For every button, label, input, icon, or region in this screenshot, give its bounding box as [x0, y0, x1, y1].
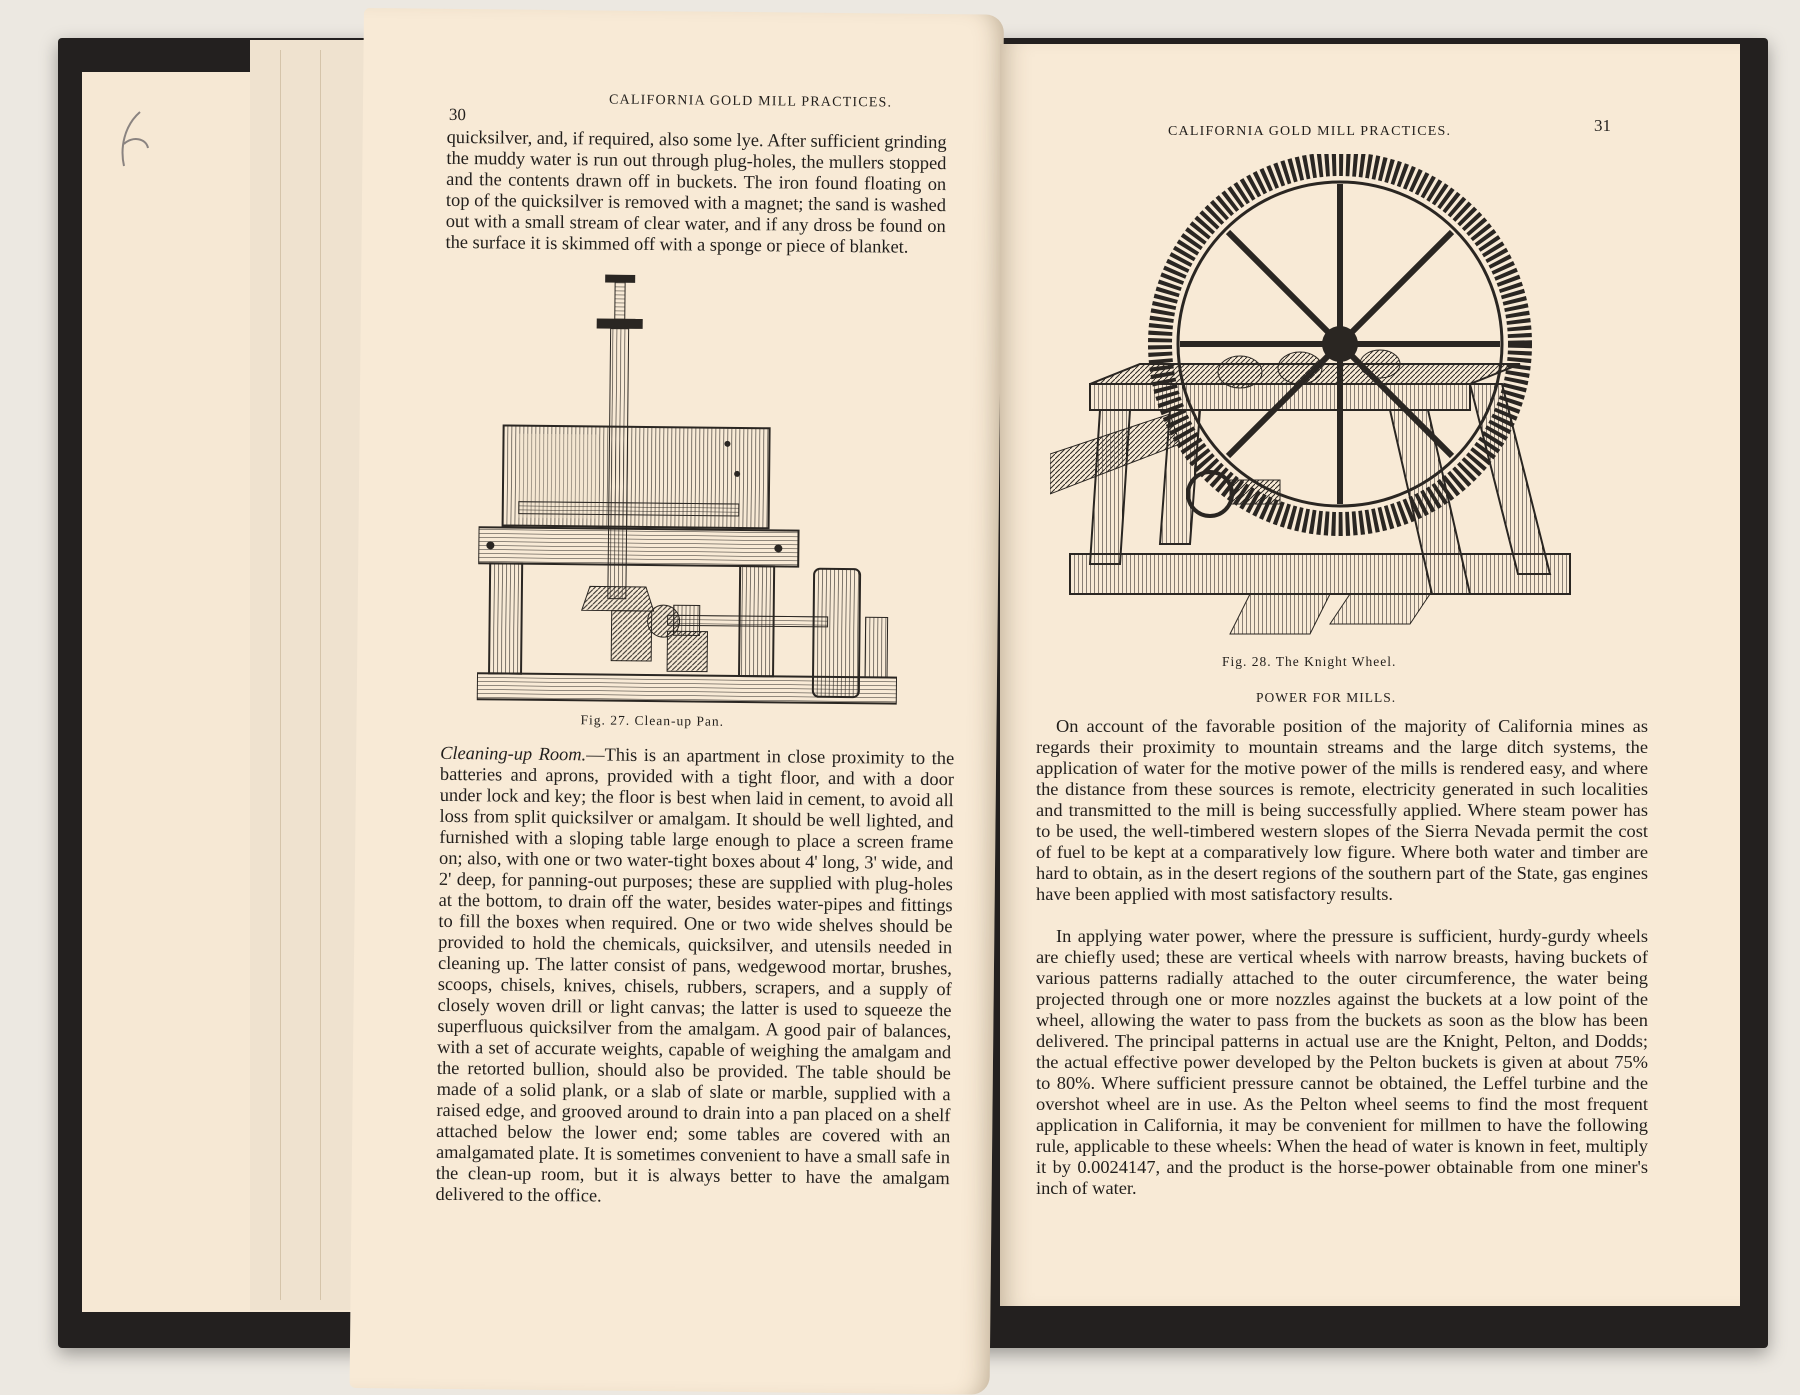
knight-wheel-illustration: [1050, 154, 1590, 644]
running-head: CALIFORNIA GOLD MILL PRACTICES.: [1168, 124, 1452, 139]
paragraph-2-text: In applying water power, where the pressure is sufficient, hurdy-gurdy wheels are chiefly used; these are vertical wheels with narrow breasts, having buckets of various patterns radially attached to the outer circumference, the water being projected through one or more nozzles against the buckets at a low point of the wheel, allowing the water to pass from the buckets as soon as the blow has been delivered. The principal patterns in actual use are the Knight, Pelton, and Dodds; the actual effective power developed by the Pelton buckets is given at about 75% to 80%. Where sufficient pressure cannot be obtained, the Leffel turbine and the overshot wheel are in use. As the Pelton wheel seems to find the most frequent application in California, it may be convenient for millmen to have the following rule, applicable to these wheels: When the head of water is known in feet, multiply it by 0.0024147, and the product is the horse-power obtainable from one miner's inch of water.: [1036, 926, 1648, 1198]
page-number: 31: [1594, 116, 1611, 135]
section-heading: POWER FOR MILLS.: [1256, 690, 1397, 705]
section-run-in: Cleaning-up Room.: [440, 742, 587, 765]
running-head: CALIFORNIA GOLD MILL PRACTICES.: [608, 92, 893, 111]
pencil-mark: [110, 108, 160, 178]
paragraph-1: [1036, 716, 1648, 905]
paragraph-1-text: On account of the favorable position of the majority of California mines as regards their proximity to mountain streams and the large ditch systems, the application of water for the motive power of the mills is rendered easy, and where the distance from these sources is remote, electricity generated in such localities and transmitted to the mill is being successfully applied. Where steam power has to be used, the well-timbered western slopes of the Sierra Nevada permit the cost of fuel to be kept at a comparatively low figure. Where both water and timber are hard to obtain, as in the desert regions of the southern part of the State, gas engines have been applied with most satisfactory results.: [1036, 716, 1648, 904]
right-page: [1000, 44, 1740, 1306]
section-text: [435, 743, 954, 1210]
section-body: —This is an apartment in close proximity to the batteries and aprons, provided with a tight floor, and with a door under lock and key; the floor is best when laid in cement, to avoid all loss from split quicksilver or amalgam. It should be well lighted, and furnished with a sloping table large enough to place a screen frame on; also, with one or two water-tight boxes about 4' long, 3' wide, and 2' deep, for panning-out purposes; these are supplied with plug-holes at the bottom, to drain off the water, besides water-pipes and fittings to fill the boxes when required. One or two wide shelves should be provided to hold the chemicals, quicksilver, and utensils needed in cleaning up. The latter consist of pans, wedgewood mortar, brushes, scoops, chisels, knives, chisels, rubbers, scrapers, and a supply of closely woven drill or light canvas; the latter is used to squeeze the superfluous quicksilver from the amalgam. A good pair of balances, with a set of accurate weights, capable of weighing the amalgam and the retorted bullion, should also be provided. The table should be made of a solid plank, or a slab of slate or marble, supplied with a raised edge, and grooved around to drain into a pan placed on a shelf attached below the lower end; some tables are covered with an amalgamated plate. It is sometimes convenient to have a small safe in the clean-up room, but it is always better to have the amalgam delivered to the office.: [435, 744, 955, 1206]
top-paragraph: quicksilver, and, if required, also some lye. After sufficient grinding the muddy water is run out through plug-holes, the mullers stopped and the contents drawn off in buckets. The iron found floating on top of the quicksilver is removed with a magnet; the sand is washed out with a small stream of clear water, and if any dross be found on the surface it is skimmed off with a sponge or piece of blanket.: [445, 126, 947, 257]
figure-caption: Fig. 27. Clean-up Pan.: [580, 712, 725, 729]
paragraph-2: [1036, 926, 1648, 1199]
clean-up-pan-illustration: [477, 273, 901, 707]
page-number: 30: [448, 104, 466, 125]
left-page: [350, 8, 1004, 1395]
figure-caption: Fig. 28. The Knight Wheel.: [1222, 654, 1397, 669]
